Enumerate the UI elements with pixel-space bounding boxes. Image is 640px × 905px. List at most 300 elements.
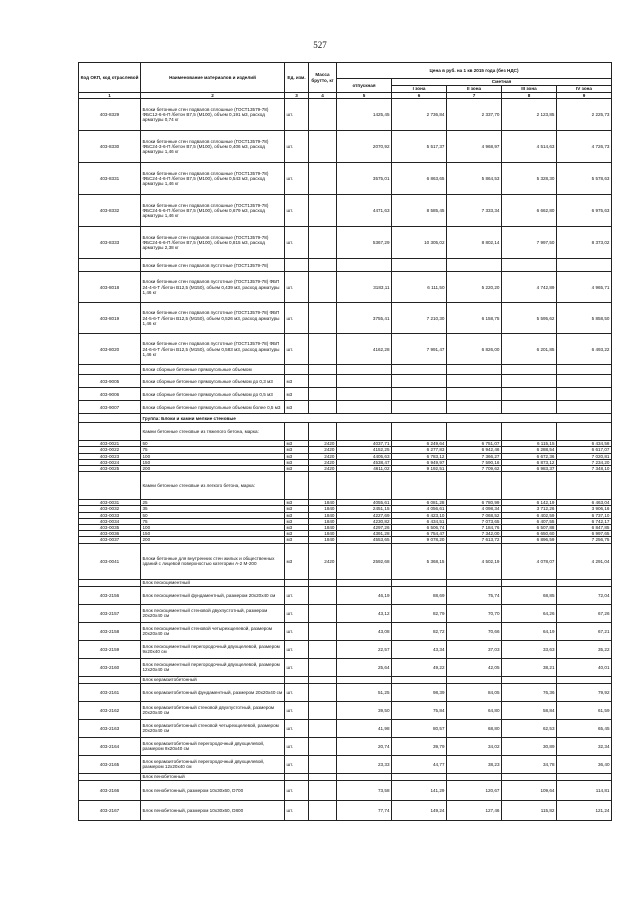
item-unit: м3	[285, 466, 309, 472]
table-cell	[392, 365, 447, 375]
item-release-price: 43,08	[337, 622, 392, 640]
item-zone-price: 6 949,97	[392, 459, 447, 465]
table-cell	[392, 472, 447, 500]
item-zone-price	[392, 388, 447, 401]
item-code: 403-8019	[79, 303, 141, 334]
item-zone-price: 4 291,04	[557, 543, 612, 579]
item-zone-price: 4 514,63	[502, 131, 557, 163]
item-zone-price: 2 736,84	[392, 99, 447, 131]
item-zone-price: 7 020,81	[557, 453, 612, 459]
table-cell	[285, 579, 309, 586]
item-code: 403-2166	[79, 780, 141, 800]
item-mass	[309, 227, 337, 259]
item-zone-price: 6 402,59	[502, 512, 557, 518]
item-zone-price	[557, 375, 612, 388]
item-zone-price: 6 847,85	[557, 525, 612, 531]
item-zone-price: 7 342,00	[447, 531, 502, 537]
item-unit: шт.	[285, 640, 309, 658]
item-zone-price: 7 256,75	[557, 537, 612, 543]
section-title: Камни бетонные стеновые из легкого бетона, марка:	[141, 472, 285, 500]
item-zone-price: 34,02	[447, 737, 502, 755]
header-zone4: IV зона	[557, 86, 612, 93]
item-release-price: 4297,26	[337, 525, 392, 531]
item-name: 100	[141, 453, 285, 459]
item-mass: 2420	[309, 459, 337, 465]
item-zone-price: 4 502,19	[447, 543, 502, 579]
item-mass	[309, 780, 337, 800]
item-unit: м3	[285, 525, 309, 531]
item-zone-price: 2 337,70	[447, 99, 502, 131]
item-zone-price: 7 184,76	[447, 525, 502, 531]
item-zone-price: 5 328,30	[502, 163, 557, 195]
item-unit: м3	[285, 518, 309, 524]
table-cell	[337, 259, 392, 272]
section-title: Блок керамзитобетонный	[141, 676, 285, 683]
item-code: 403-8018	[79, 272, 141, 303]
table-cell	[309, 365, 337, 375]
col-number: 4	[309, 93, 337, 99]
item-zone-price: 7 068,52	[447, 512, 502, 518]
price-table	[78, 62, 612, 821]
item-release-price: 4230,82	[337, 518, 392, 524]
table-row	[79, 401, 612, 414]
item-code: 403-0033	[79, 512, 141, 518]
item-release-price: 23,33	[337, 755, 392, 773]
table-row	[79, 195, 612, 227]
item-zone-price: 5 864,53	[447, 163, 502, 195]
page-number: 527	[313, 40, 327, 50]
item-zone-price: 3 712,26	[502, 506, 557, 512]
item-zone-price: 75,84	[392, 701, 447, 719]
item-zone-price: 82,72	[392, 622, 447, 640]
item-unit: м3	[285, 459, 309, 465]
item-zone-price: 121,24	[557, 800, 612, 820]
item-zone-price	[447, 375, 502, 388]
item-code: 403-0032	[79, 506, 141, 512]
item-release-price: 4037,71	[337, 441, 392, 447]
item-unit: шт.	[285, 701, 309, 719]
item-code: 403-0025	[79, 466, 141, 472]
item-release-price: 2592,68	[337, 543, 392, 579]
item-name: Блоки бетонные стен подвалов пустотные (ГОСТ13579-78) ФБП 24-4-6-Т /бетон В12,5 (М150), объем 0,439 м3, расход арматуры 1,46 кг	[141, 272, 285, 303]
item-mass	[309, 195, 337, 227]
item-zone-price: 6 751,07	[447, 441, 502, 447]
item-code: 403-0034	[79, 518, 141, 524]
item-zone-price: 7 348,10	[557, 466, 612, 472]
item-unit: м3	[285, 388, 309, 401]
item-code: 403-0037	[79, 537, 141, 543]
table-cell	[392, 773, 447, 780]
item-zone-price: 141,29	[392, 780, 447, 800]
table-cell	[392, 579, 447, 586]
item-release-price	[337, 375, 392, 388]
item-mass	[309, 701, 337, 719]
item-release-price: 2451,15	[337, 506, 392, 512]
item-release-price: 4538,47	[337, 459, 392, 465]
table-cell	[337, 365, 392, 375]
item-zone-price: 5 368,15	[392, 543, 447, 579]
item-zone-price: 109,64	[502, 780, 557, 800]
table-row	[79, 658, 612, 676]
section-title-row	[79, 365, 612, 375]
table-row	[79, 586, 612, 604]
item-unit: м3	[285, 531, 309, 537]
item-zone-price: 76,36	[502, 683, 557, 701]
item-zone-price: 42,05	[447, 658, 502, 676]
table-cell	[557, 423, 612, 441]
item-release-price: 4471,63	[337, 195, 392, 227]
section-title: Блок пескоцементный	[141, 579, 285, 586]
item-code: 403-0041	[79, 543, 141, 579]
item-zone-price: 7 210,30	[392, 303, 447, 334]
item-name: 25	[141, 500, 285, 506]
item-code: 403-9007	[79, 401, 141, 414]
item-unit: м3	[285, 500, 309, 506]
item-code: 403-2156	[79, 586, 141, 604]
item-name: Блок пенобетонный, размером 10х30х60, D800	[141, 800, 285, 820]
item-code: 403-8330	[79, 131, 141, 163]
item-unit: шт.	[285, 303, 309, 334]
item-unit: шт.	[285, 755, 309, 773]
table-cell	[447, 365, 502, 375]
item-code: 403-0036	[79, 531, 141, 537]
item-zone-price	[502, 401, 557, 414]
item-zone-price: 6 672,36	[502, 453, 557, 459]
table-cell	[557, 579, 612, 586]
item-name: 100	[141, 525, 285, 531]
item-zone-price: 2 225,73	[557, 99, 612, 131]
item-zone-price: 6 277,83	[392, 447, 447, 453]
item-zone-price	[502, 388, 557, 401]
table-cell	[309, 773, 337, 780]
item-mass: 2420	[309, 453, 337, 459]
item-zone-price: 6 111,50	[392, 272, 447, 303]
header-zone2: II зона	[447, 86, 502, 93]
table-cell	[309, 579, 337, 586]
item-zone-price: 72,04	[557, 586, 612, 604]
item-code: 403-8331	[79, 163, 141, 195]
item-zone-price: 4 098,34	[447, 506, 502, 512]
item-zone-price: 68,85	[502, 586, 557, 604]
header-zone1: I зона	[392, 86, 447, 93]
table-cell	[285, 472, 309, 500]
item-mass: 1840	[309, 537, 337, 543]
header-release: отпускная	[337, 79, 392, 93]
item-zone-price: 3 906,16	[557, 506, 612, 512]
section-title-row	[79, 259, 612, 272]
col-number: 6	[392, 93, 447, 99]
item-code: 403-8332	[79, 195, 141, 227]
item-zone-price	[557, 401, 612, 414]
item-zone-price: 5 578,63	[557, 163, 612, 195]
item-name: 200	[141, 466, 285, 472]
table-cell	[447, 773, 502, 780]
item-zone-price: 6 863,65	[392, 163, 447, 195]
item-code: 403-0021	[79, 441, 141, 447]
section-title-row	[79, 676, 612, 683]
item-zone-price: 6 423,10	[392, 512, 447, 518]
item-zone-price: 7 613,72	[447, 537, 502, 543]
item-mass	[309, 800, 337, 820]
item-zone-price: 4 726,73	[557, 131, 612, 163]
table-cell	[502, 365, 557, 375]
item-release-price: 1425,45	[337, 99, 392, 131]
table-row	[79, 737, 612, 755]
item-zone-price: 6 975,63	[557, 195, 612, 227]
table-cell	[557, 365, 612, 375]
item-mass: 1840	[309, 518, 337, 524]
item-zone-price: 80,57	[392, 719, 447, 737]
item-code: 403-0024	[79, 459, 141, 465]
table-row	[79, 131, 612, 163]
item-release-price: 5367,29	[337, 227, 392, 259]
item-code	[79, 423, 141, 441]
item-release-price: 4611,02	[337, 466, 392, 472]
section-title-row	[79, 423, 612, 441]
item-release-price: 39,50	[337, 701, 392, 719]
item-zone-price: 6 873,12	[502, 459, 557, 465]
item-mass	[309, 755, 337, 773]
item-zone-price: 7 991,47	[392, 334, 447, 365]
item-mass	[309, 640, 337, 658]
item-code: 403-0035	[79, 525, 141, 531]
header-unit: Ед. изм.	[285, 63, 309, 93]
table-cell	[557, 259, 612, 272]
item-unit: шт.	[285, 334, 309, 365]
item-unit: шт.	[285, 683, 309, 701]
item-zone-price: 6 826,00	[447, 334, 502, 365]
table-row	[79, 719, 612, 737]
item-zone-price: 5 858,50	[557, 303, 612, 334]
table-cell	[502, 773, 557, 780]
table-row	[79, 99, 612, 131]
item-zone-price: 6 983,37	[502, 466, 557, 472]
table-cell	[502, 259, 557, 272]
item-zone-price: 32,34	[557, 737, 612, 755]
section-title: Блок пенобетонный	[141, 773, 285, 780]
item-zone-price: 6 650,60	[502, 531, 557, 537]
item-name: Блоки сборные бетонные прямоугольные объемом более 0,5 м3	[141, 401, 285, 414]
item-zone-price: 38,23	[447, 755, 502, 773]
item-release-price: 4405,63	[337, 453, 392, 459]
item-zone-price: 64,26	[502, 604, 557, 622]
item-zone-price: 61,59	[557, 701, 612, 719]
item-zone-price: 115,82	[502, 800, 557, 820]
table-cell	[309, 423, 337, 441]
item-zone-price: 8 585,45	[392, 195, 447, 227]
item-code: 403-2164	[79, 737, 141, 755]
header-estimate: Сметная	[392, 79, 612, 86]
item-code: 403-2159	[79, 640, 141, 658]
table-row	[79, 388, 612, 401]
table-cell	[285, 259, 309, 272]
col-number: 3	[285, 93, 309, 99]
item-code: 403-0023	[79, 453, 141, 459]
item-unit: шт.	[285, 658, 309, 676]
item-code: 403-2163	[79, 719, 141, 737]
col-number: 1	[79, 93, 141, 99]
item-mass: 2420	[309, 441, 337, 447]
item-code	[79, 259, 141, 272]
item-zone-price: 4 056,61	[392, 506, 447, 512]
table-row	[79, 780, 612, 800]
item-zone-price	[447, 388, 502, 401]
item-zone-price: 7 709,62	[447, 466, 502, 472]
item-mass	[309, 604, 337, 622]
table-cell	[447, 423, 502, 441]
item-unit: м3	[285, 543, 309, 579]
item-zone-price: 6 896,59	[502, 537, 557, 543]
item-zone-price: 6 780,99	[447, 500, 502, 506]
item-zone-price: 64,80	[447, 701, 502, 719]
item-zone-price: 6 737,10	[557, 512, 612, 518]
item-name: Блок пескоцементный перегородочный двухщелевой, размером 9х20х40 см	[141, 640, 285, 658]
item-code: 403-2158	[79, 622, 141, 640]
item-name: Блоки сборные бетонные прямоугольные объемом до 0,3 м3	[141, 375, 285, 388]
item-mass: 1840	[309, 500, 337, 506]
item-zone-price: 35,22	[557, 640, 612, 658]
table-cell	[502, 579, 557, 586]
item-unit: м3	[285, 401, 309, 414]
item-release-price: 46,19	[337, 586, 392, 604]
item-unit: м3	[285, 375, 309, 388]
item-release-price: 4227,69	[337, 512, 392, 518]
item-zone-price	[557, 388, 612, 401]
item-zone-price: 82,79	[392, 604, 447, 622]
item-name: Блоки бетонные стен подвалов пустотные (ГОСТ13579-78) ФБП 24-6-6-Т /бетон В12,5 (М150), объем 0,583 м3, расход арматуры 1,46 кг	[141, 334, 285, 365]
item-zone-price: 6 249,64	[392, 441, 447, 447]
item-name: Блок керамзитобетонный фундаментный, размером 20х20х40 см	[141, 683, 285, 701]
item-name: Блок пескоцементный стеновой четырехщелевой, размером 20х20х40 см	[141, 622, 285, 640]
item-release-price: 51,25	[337, 683, 392, 701]
table-cell	[337, 579, 392, 586]
item-zone-price: 37,03	[447, 640, 502, 658]
item-name: 150	[141, 531, 285, 537]
group-title-row	[79, 414, 612, 423]
table-cell	[392, 259, 447, 272]
table-row	[79, 701, 612, 719]
header-name: Наименование материалов и изделий	[141, 63, 285, 93]
item-zone-price: 65,45	[557, 719, 612, 737]
item-unit: шт.	[285, 586, 309, 604]
item-zone-price	[392, 375, 447, 388]
item-name: Блоки бетонные стен подвалов сплошные (ГОСТ13579-78) ФБС24-6-6-П /бетон В7,5 (М100), объем 0,815 м3, расход арматуры 2,38 кг	[141, 227, 285, 259]
item-unit: шт.	[285, 272, 309, 303]
item-zone-price: 6 142,19	[502, 500, 557, 506]
item-zone-price: 7 333,34	[447, 195, 502, 227]
item-zone-price: 6 662,80	[502, 195, 557, 227]
item-name: 35	[141, 506, 285, 512]
table-cell	[285, 676, 309, 683]
item-release-price: 4162,28	[337, 334, 392, 365]
item-zone-price: 58,84	[502, 701, 557, 719]
item-unit: шт.	[285, 800, 309, 820]
table-row	[79, 163, 612, 195]
item-zone-price: 7 997,50	[502, 227, 557, 259]
item-zone-price: 5 220,20	[447, 272, 502, 303]
item-zone-price: 6 506,74	[392, 525, 447, 531]
item-name: Блоки бетонные стен подвалов сплошные (ГОСТ13579-78) ФБС12-6-6-П /бетон В7,5 (М100), объем 0,191 м3, расход арматуры 0,74 кг	[141, 99, 285, 131]
item-zone-price: 8 373,02	[557, 227, 612, 259]
item-name: 75	[141, 518, 285, 524]
table-cell	[557, 472, 612, 500]
table-cell	[447, 259, 502, 272]
item-release-price: 41,98	[337, 719, 392, 737]
item-zone-price: 70,66	[447, 622, 502, 640]
item-zone-price: 44,77	[392, 755, 447, 773]
item-release-price: 3755,41	[337, 303, 392, 334]
item-zone-price: 6 997,65	[557, 531, 612, 537]
item-code	[79, 472, 141, 500]
item-unit: шт.	[285, 195, 309, 227]
group-title: Группа: Блоки и камни мелкие стеновые	[141, 414, 612, 423]
item-name: Блок пескоцементный перегородочный двухщелевой, размером 12х20х40 см	[141, 658, 285, 676]
table-cell	[392, 676, 447, 683]
item-zone-price: 88,69	[392, 586, 447, 604]
item-name: 50	[141, 512, 285, 518]
item-zone-price: 6 754,47	[392, 531, 447, 537]
item-mass: 2420	[309, 543, 337, 579]
item-zone-price: 30,89	[502, 737, 557, 755]
col-number: 2	[141, 93, 285, 99]
item-name: Блок пенобетонный, размером 10х30х60, D700	[141, 780, 285, 800]
item-release-price: 77,74	[337, 800, 392, 820]
item-zone-price: 6 493,22	[557, 334, 612, 365]
item-unit: шт.	[285, 780, 309, 800]
item-mass	[309, 737, 337, 755]
item-code: 403-2157	[79, 604, 141, 622]
item-zone-price: 6 942,46	[447, 447, 502, 453]
item-code	[79, 676, 141, 683]
item-mass	[309, 375, 337, 388]
item-mass	[309, 683, 337, 701]
table-row	[79, 604, 612, 622]
item-zone-price: 2 123,85	[502, 99, 557, 131]
table-row	[79, 303, 612, 334]
item-zone-price: 6 783,12	[392, 453, 447, 459]
item-mass	[309, 622, 337, 640]
table-row	[79, 640, 612, 658]
header-code: Код ОКП, код отраслевой	[79, 63, 141, 93]
item-name: Блоки бетонные стен подвалов пустотные (ГОСТ13579-78) ФБП 24-5-6-Т /бетон В12,5 (М150), объем 0,526 м3, расход арматуры 1,46 кг	[141, 303, 285, 334]
item-zone-price: 84,05	[447, 683, 502, 701]
item-code: 403-8329	[79, 99, 141, 131]
item-zone-price: 6 115,15	[502, 441, 557, 447]
item-name: Блок пескоцементный стеновой двухпустотный, размером 20х20х40 см	[141, 604, 285, 622]
item-name: 150	[141, 459, 285, 465]
item-name: 75	[141, 447, 285, 453]
table-cell	[285, 773, 309, 780]
table-cell	[337, 773, 392, 780]
item-zone-price: 4 968,97	[447, 131, 502, 163]
item-mass: 1840	[309, 531, 337, 537]
item-code: 403-8020	[79, 334, 141, 365]
item-code: 403-0031	[79, 500, 141, 506]
table-cell	[337, 472, 392, 500]
item-name: 50	[141, 441, 285, 447]
item-zone-price: 4 078,07	[502, 543, 557, 579]
item-release-price	[337, 401, 392, 414]
table-row	[79, 543, 612, 579]
item-code: 403-2162	[79, 701, 141, 719]
item-mass	[309, 131, 337, 163]
item-mass	[309, 658, 337, 676]
item-code: 403-2160	[79, 658, 141, 676]
item-zone-price	[392, 401, 447, 414]
table-cell	[502, 423, 557, 441]
table-cell	[285, 423, 309, 441]
item-zone-price: 6 407,55	[502, 518, 557, 524]
